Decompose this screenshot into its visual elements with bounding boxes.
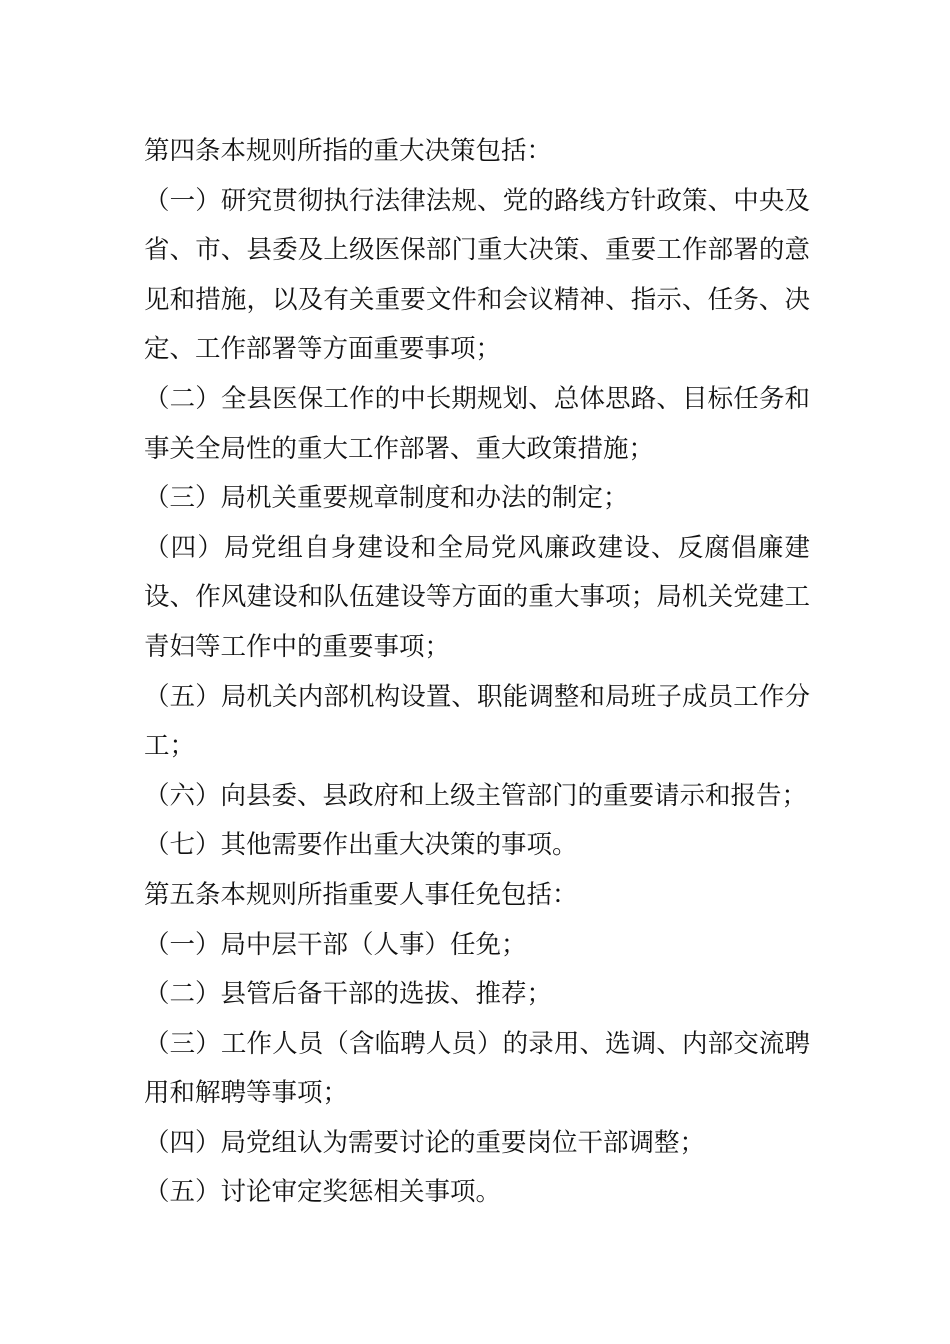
article-4-item-1: （一）研究贯彻执行法律法规、党的路线方针政策、中央及省、市、县委及上级医保部门重大决策、重要工作部署的意见和措施，以及有关重要文件和会议精神、指示、任务、决定、工作部署等方面重要事项； — [144, 185, 810, 365]
document-body — [144, 127, 810, 1218]
article-4-item-6: （六）向县委、县政府和上级主管部门的重要请示和报告； — [144, 780, 808, 811]
article-5-item-1: （一）局中层干部（人事）任免； — [144, 929, 527, 960]
article-5-item-2: （二）县管后备干部的选拔、推荐； — [144, 979, 553, 1010]
article-4-item-2: （二）全县医保工作的中长期规划、总体思路、目标任务和事关全局性的重大工作部署、重大政策措施； — [144, 383, 810, 464]
article-4-item-5: （五）局机关内部机构设置、职能调整和局班子成员工作分工； — [144, 681, 810, 762]
article-4-heading: 第四条本规则所指的重大决策包括： — [144, 136, 553, 166]
article-4-item-3: （三）局机关重要规章制度和办法的制定； — [144, 483, 629, 514]
article-4-item-7: （七）其他需要作出重大决策的事项。 — [144, 830, 578, 861]
article-5-item-5: （五）讨论审定奖惩相关事项。 — [144, 1177, 502, 1208]
article-5-item-3: （三）工作人员（含临聘人员）的录用、选调、内部交流聘用和解聘等事项； — [144, 1028, 810, 1109]
article-4-item-4: （四）局党组自身建设和全局党风廉政建设、反腐倡廉建设、作风建设和队伍建设等方面的重大事项；局机关党建工青妇等工作中的重要事项； — [144, 532, 810, 662]
article-5-heading: 第五条本规则所指重要人事任免包括： — [144, 879, 578, 910]
article-5-item-4: （四）局党组认为需要讨论的重要岗位干部调整； — [144, 1127, 706, 1158]
